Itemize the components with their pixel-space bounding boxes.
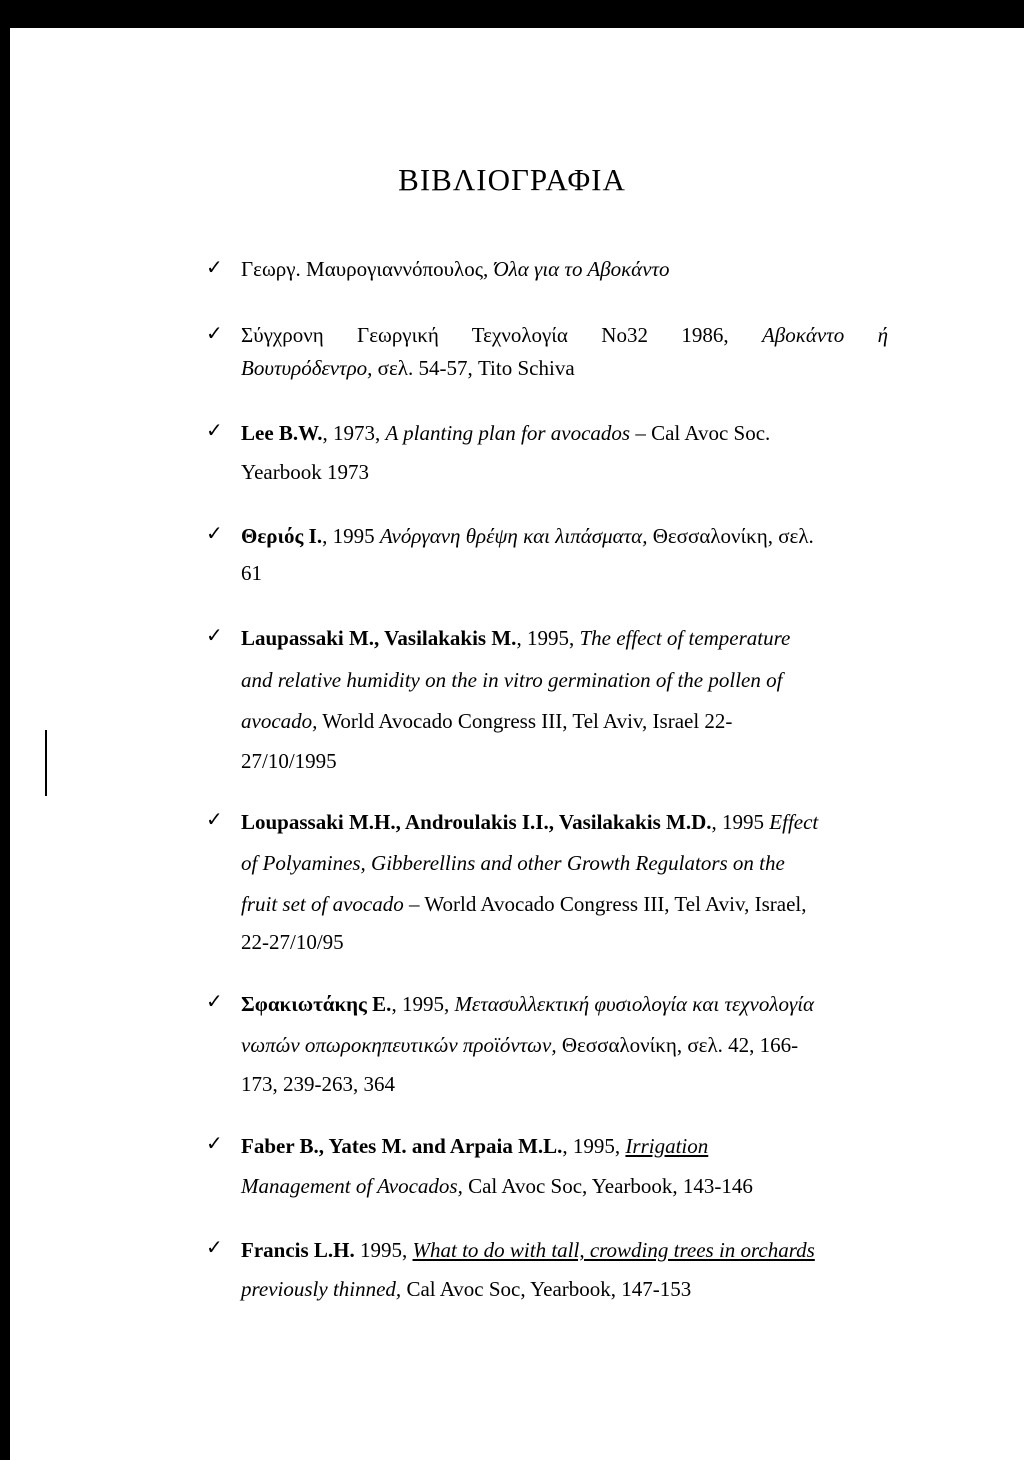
check-mark-icon: ✓	[206, 521, 223, 545]
entry-text: Cal Avoc Soc, Yearbook, 143-146	[462, 1174, 753, 1198]
entry-line	[241, 1279, 691, 1300]
entry-text: Yearbook 1973	[241, 460, 369, 484]
entry-title: fruit set of avocado	[241, 892, 404, 916]
entry-line	[241, 1176, 753, 1197]
entry-title: Βουτυρόδεντρο,	[241, 356, 373, 380]
entry-text: – World Avocado Congress III, Tel Aviv, Israel,	[403, 892, 807, 916]
entry-text: , 1973,	[322, 421, 381, 445]
entry-line	[241, 711, 732, 732]
entry-line	[241, 894, 807, 915]
entry-title: previously thinned,	[241, 1277, 402, 1301]
entry-line	[241, 853, 785, 874]
entry-text: , 1995,	[516, 626, 575, 650]
page-title: ΒΙΒΛΙΟΓΡΑΦΙΑ	[398, 162, 626, 197]
entry-line	[241, 259, 670, 280]
entry-line	[241, 1035, 798, 1056]
entry-line	[241, 563, 262, 584]
entry-title: Management of Avocados,	[241, 1174, 463, 1198]
entry-text: Θεσσαλονίκη, σελ.	[647, 524, 814, 548]
entry-line	[241, 526, 814, 547]
entry-line	[241, 462, 369, 483]
entry-title: and relative humidity on the in vitro germination of the pollen of	[241, 668, 783, 692]
entry-text: , 1995,	[562, 1134, 621, 1158]
entry-title: of Polyamines, Gibberellins and other Growth Regulators on the	[241, 851, 785, 875]
entry-line	[241, 628, 790, 649]
entry-author: Lee B.W.	[241, 421, 323, 445]
entry-author: Loupassaki M.H., Androulakis I.I., Vasilakakis M.D.	[241, 810, 712, 834]
entry-text: 27/10/1995	[241, 749, 337, 773]
entry-title: The effect of temperature	[579, 626, 791, 650]
entry-text: σελ. 54-57, Tito Schiva	[377, 356, 575, 380]
entry-title: avocado,	[241, 709, 318, 733]
entry-author: Γεωργ. Μαυρογιαννόπουλος,	[241, 257, 489, 281]
entry-text: 61	[241, 561, 262, 585]
entry-text: World Avocado Congress III, Tel Aviv, Israel 22-	[317, 709, 733, 733]
entry-author: Laupassaki M., Vasilakakis M.	[241, 626, 517, 650]
entry-author: Θεριός Ι.	[241, 524, 323, 548]
entry-text: Θεσσαλονίκη, σελ. 42, 166-	[556, 1033, 799, 1057]
entry-text: 1995,	[354, 1238, 408, 1262]
entry-author: Francis L.H.	[241, 1238, 355, 1262]
entry-line	[241, 994, 814, 1015]
entry-line	[241, 1240, 815, 1261]
entry-title: What to do with tall, crowding trees in orchards	[412, 1238, 815, 1262]
entry-text: Σύγχρονη Γεωργική Τεχνολογία Νο32 1986,	[241, 323, 729, 347]
entry-text: – Cal Avoc Soc.	[630, 421, 771, 445]
entry-title: Ανόργανη θρέψη και λιπάσματα,	[379, 524, 648, 548]
check-mark-icon: ✓	[206, 623, 223, 647]
entry-line	[241, 932, 344, 953]
entry-line	[241, 812, 818, 833]
entry-line	[241, 423, 770, 444]
entry-line	[241, 670, 782, 691]
check-mark-icon: ✓	[206, 418, 223, 442]
entry-title: Αβοκάντο ή	[761, 323, 888, 347]
entry-text: Cal Avoc Soc, Yearbook, 147-153	[401, 1277, 692, 1301]
entry-line	[241, 751, 337, 772]
entry-title: νωπών οπωροκηπευτικών προϊόντων,	[241, 1033, 557, 1057]
entry-author: Faber B., Yates M. and Arpaia M.L.	[241, 1134, 563, 1158]
entry-title: A planting plan for avocados	[385, 421, 631, 445]
entry-line	[241, 358, 575, 379]
entry-line	[241, 325, 888, 346]
check-mark-icon: ✓	[206, 1235, 223, 1259]
entry-title: Όλα για το Αβοκάντο	[493, 257, 670, 281]
entry-text: 173, 239-263, 364	[241, 1072, 395, 1096]
entry-title: Irrigation	[625, 1134, 709, 1158]
check-mark-icon: ✓	[206, 255, 223, 279]
entry-text: , 1995,	[391, 992, 450, 1016]
check-mark-icon: ✓	[206, 1131, 223, 1155]
entry-text: , 1995	[711, 810, 765, 834]
entry-author: Σφακιωτάκης Ε.	[241, 992, 392, 1016]
entry-line	[241, 1136, 708, 1157]
entry-text: 22-27/10/95	[241, 930, 344, 954]
check-mark-icon: ✓	[206, 807, 223, 831]
entry-text: , 1995	[322, 524, 375, 548]
check-mark-icon: ✓	[206, 321, 223, 345]
entry-line	[241, 1074, 395, 1095]
entry-title: Effect	[769, 810, 819, 834]
check-mark-icon: ✓	[206, 989, 223, 1013]
entry-title: Μετασυλλεκτική φυσιολογία και τεχνολογία	[454, 992, 815, 1016]
